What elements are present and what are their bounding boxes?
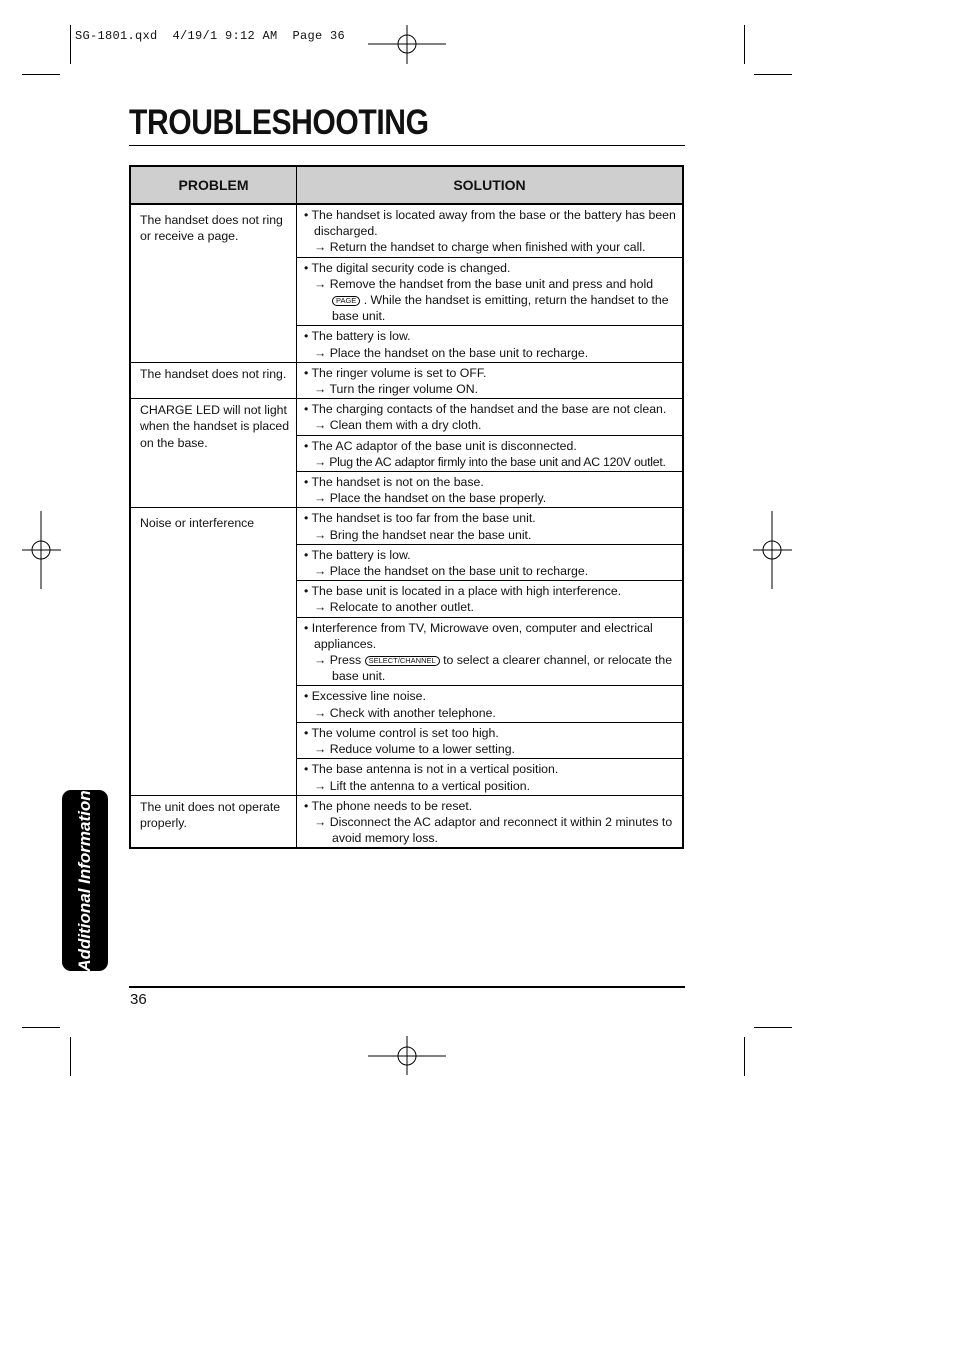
troubleshooting-table <box>129 165 684 849</box>
cause-text: • The charging contacts of the handset and the base are not clean. <box>304 402 667 417</box>
cause-text: • The volume control is set too high. <box>304 725 499 740</box>
footer-divider <box>129 986 685 988</box>
solution-entry <box>297 257 682 326</box>
action-text <box>304 276 680 325</box>
registration-mark <box>753 511 793 591</box>
cause-text: • The battery is low. <box>304 329 411 344</box>
solution-column-header: SOLUTION <box>297 166 684 204</box>
action-text: → Disconnect the AC adaptor and reconnect it within 2 minutes to avoid memory loss. <box>314 814 673 846</box>
action-text: → Return the handset to charge when finished with your call. <box>314 240 646 255</box>
page-key-symbol: PAGE <box>332 296 360 306</box>
solution-entry <box>297 580 682 616</box>
action-text: → Place the handset on the base unit to recharge. <box>314 564 589 579</box>
solution-cell <box>297 508 684 795</box>
crop-mark <box>744 25 745 64</box>
cause-text: • The handset is not on the base. <box>304 475 484 490</box>
action-text-end: . While the handset is emitting, return the handset to the base unit. <box>332 293 669 324</box>
problem-column-header: PROBLEM <box>130 166 297 204</box>
cause-text: • The AC adaptor of the base unit is disconnected. <box>304 438 577 453</box>
solution-entry <box>297 205 682 257</box>
table-row <box>130 204 683 362</box>
problem-cell: Noise or interference <box>130 508 297 795</box>
registration-mark <box>22 511 62 591</box>
crop-mark <box>22 1027 60 1028</box>
file-slug-line: SG-1801.qxd 4/19/1 9:12 AM Page 36 <box>75 29 346 43</box>
cause-text: • The battery is low. <box>304 547 411 562</box>
table-row <box>130 795 683 848</box>
action-text: → Bring the handset near the base unit. <box>314 527 532 542</box>
action-text-start: → Remove the handset from the base unit and press and hold <box>314 276 654 291</box>
solution-entry <box>297 796 682 848</box>
cause-text: • The phone needs to be reset. <box>304 798 473 813</box>
cause-text: • The base unit is located in a place with high interference. <box>304 584 622 599</box>
crop-mark <box>744 1037 745 1076</box>
problem-cell: The handset does not ring. <box>130 362 297 398</box>
solution-entry <box>297 363 682 398</box>
solution-entry <box>297 508 682 543</box>
solution-entry <box>297 399 682 434</box>
crop-mark <box>70 25 71 64</box>
problem-cell: The handset does not ring or receive a page. <box>130 204 297 362</box>
table-row <box>130 399 683 508</box>
solution-entry <box>297 435 682 471</box>
solution-entry <box>297 758 682 794</box>
cause-text: • The ringer volume is set to OFF. <box>304 365 487 380</box>
action-text: → Relocate to another outlet. <box>314 600 474 615</box>
solution-entry <box>297 544 682 580</box>
solution-entry <box>297 685 682 721</box>
solution-cell <box>297 399 684 508</box>
solution-cell <box>297 204 684 362</box>
crop-mark <box>754 74 792 75</box>
page-title: TROUBLESHOOTING <box>129 103 429 142</box>
action-text: → Check with another telephone. <box>314 705 496 720</box>
problem-cell: The unit does not operate properly. <box>130 795 297 848</box>
action-text: → Turn the ringer volume ON. <box>314 382 479 397</box>
crop-mark <box>22 74 60 75</box>
crop-mark <box>754 1027 792 1028</box>
solution-entry <box>297 325 682 361</box>
cause-text: • The digital security code is changed. <box>304 260 511 275</box>
cause-text: • Excessive line noise. <box>304 689 426 704</box>
cause-text: • Interference from TV, Microwave oven, computer and electrical appliances. <box>304 620 653 651</box>
crop-mark <box>70 1037 71 1076</box>
table-row <box>130 508 683 795</box>
select-channel-key-symbol: SELECT/CHANNEL <box>365 656 440 666</box>
solution-cell <box>297 362 684 398</box>
problem-cell: CHARGE LED will not light when the handset is placed on the base. <box>130 399 297 508</box>
section-side-tab <box>62 790 108 971</box>
action-text-start: → Press <box>314 653 362 668</box>
solution-entry <box>297 722 682 758</box>
action-text: → Place the handset on the base unit to recharge. <box>314 345 589 360</box>
action-text: → Plug the AC adaptor firmly into the base unit and AC 120V outlet. <box>314 454 666 469</box>
cause-text: • The handset is located away from the base or the battery has been discharged. <box>304 208 676 239</box>
table-header-row <box>130 166 683 204</box>
cause-text: • The handset is too far from the base unit. <box>304 511 536 526</box>
solution-entry <box>297 617 682 686</box>
registration-mark <box>368 25 448 65</box>
action-text: → Reduce volume to a lower setting. <box>314 742 515 757</box>
title-divider <box>129 145 685 146</box>
action-text: → Place the handset on the base properly. <box>314 491 547 506</box>
solution-cell <box>297 795 684 848</box>
action-text-end: to select a clearer channel, or relocate the base unit. <box>332 653 673 684</box>
action-text: → Clean them with a dry cloth. <box>314 418 482 433</box>
action-text <box>304 652 680 684</box>
registration-mark <box>368 1036 448 1076</box>
table-row <box>130 362 683 398</box>
solution-entry <box>297 471 682 507</box>
page-number: 36 <box>130 991 147 1008</box>
action-text: → Lift the antenna to a vertical position. <box>314 778 531 793</box>
section-tab-label: Additional Information <box>75 789 94 972</box>
cause-text: • The base antenna is not in a vertical position. <box>304 762 559 777</box>
